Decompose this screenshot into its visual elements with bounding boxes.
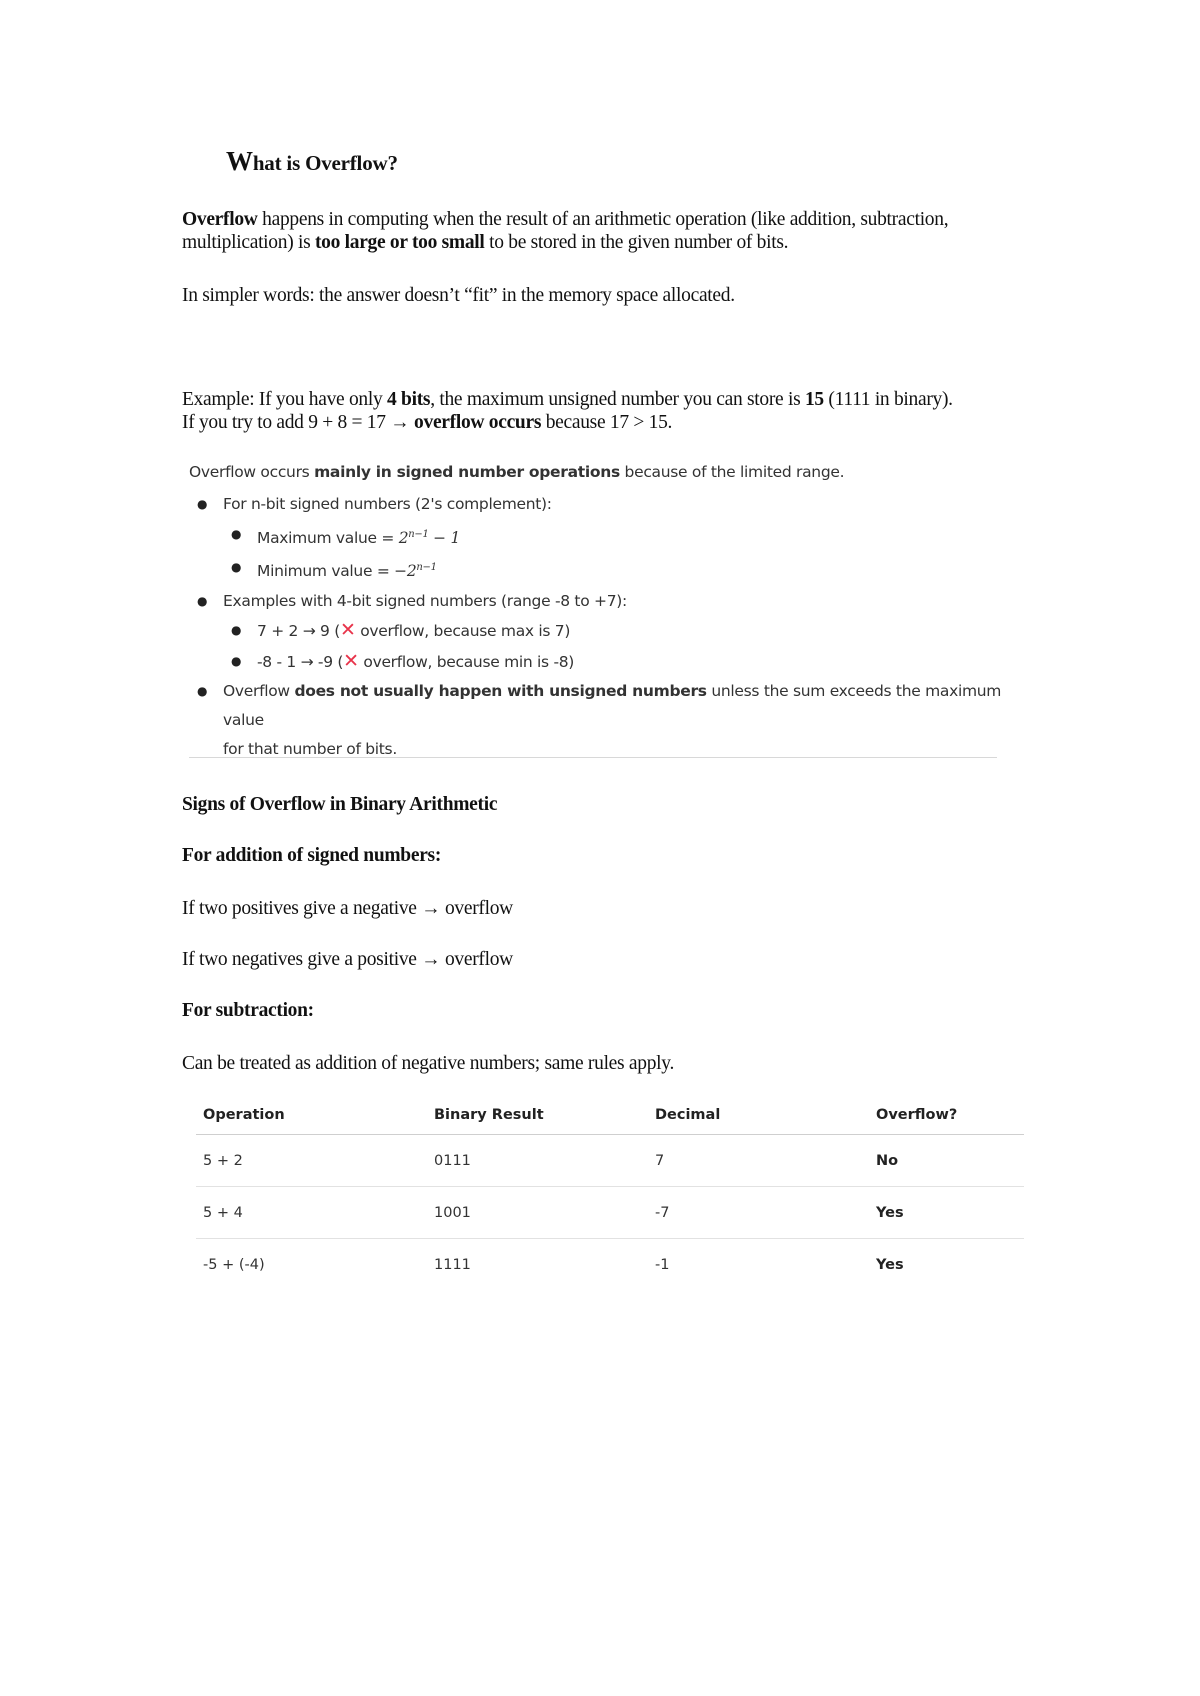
example1-tail: overflow, because max is 7) — [355, 622, 571, 641]
example-line2-bold: overflow occurs — [414, 412, 542, 433]
cell-decimal: 7 — [655, 1153, 665, 1169]
min-label: Minimum value = — [257, 562, 395, 581]
list-item — [223, 616, 1009, 647]
unsigned-line2: for that number of bits. — [223, 740, 397, 759]
list-item — [223, 520, 1009, 554]
examples-label: Examples with 4-bit signed numbers (range -8 to +7): — [223, 591, 627, 610]
signed-intro-1: Overflow occurs — [189, 463, 315, 481]
definition-text-2: to be stored in the given number of bits. — [484, 232, 789, 253]
signed-intro — [189, 460, 1009, 484]
bullet-icon: ● — [197, 684, 208, 699]
cell-overflow: Yes — [876, 1257, 904, 1273]
list-item — [189, 490, 1009, 587]
list-item — [223, 647, 1009, 678]
definition-paragraph — [182, 208, 1042, 254]
cell-overflow: No — [876, 1153, 899, 1169]
example2-tail: overflow, because min is -8) — [358, 652, 575, 671]
nbit-sublist — [223, 520, 1009, 587]
subtraction-text: Can be treated as addition of negative numbers; same rules apply. — [182, 1053, 675, 1074]
header-decimal: Decimal — [655, 1107, 721, 1123]
cell-operation: 5 + 2 — [203, 1153, 243, 1169]
example-paragraph — [182, 388, 1062, 434]
rule-positives: If two positives give a negative → overflow — [182, 898, 513, 919]
unsigned-lead: Overflow — [223, 682, 295, 701]
list-item — [189, 587, 1009, 678]
example1-lead: 7 + 2 → 9 ( — [257, 622, 340, 641]
title-rest: hat is Overflow? — [252, 151, 398, 175]
table-row — [196, 1135, 1024, 1187]
cell-binary: 0111 — [434, 1153, 471, 1169]
example-tail: (1111 in binary). — [823, 389, 953, 410]
divider — [189, 757, 997, 758]
unsigned-tail: unless the sum exceeds the maximum value — [223, 682, 1002, 730]
signs-heading: Signs of Overflow in Binary Arithmetic — [182, 794, 498, 815]
table-row — [196, 1239, 1024, 1290]
bullet-icon: ● — [231, 653, 242, 668]
definition-text-1: happens in computing when the result of an arithmetic operation (like addition, subtraction, multiplication) is — [182, 209, 949, 253]
title-first-letter: W — [226, 146, 253, 176]
min-formula: $-2^{n-1}$ — [394, 562, 437, 581]
signed-intro-2: because of the limited range. — [619, 463, 845, 481]
example-lead: Example: If you have only — [182, 389, 388, 410]
example-line2-tail: because 17 > 15. — [541, 412, 673, 433]
table-header-row — [196, 1096, 1024, 1135]
definition-emphasis: too large or too small — [314, 232, 485, 253]
page-title — [226, 146, 398, 177]
example-max: 15 — [804, 389, 824, 410]
list-item — [223, 553, 1009, 587]
cell-operation: -5 + (-4) — [203, 1257, 265, 1273]
example-bits: 4 bits — [387, 389, 431, 410]
cell-operation: 5 + 4 — [203, 1205, 243, 1221]
examples-sublist — [223, 616, 1009, 677]
cross-mark-icon: ✕ — [343, 649, 359, 672]
cell-binary: 1001 — [434, 1205, 471, 1221]
bullet-icon: ● — [197, 497, 208, 511]
bullet-icon: ● — [231, 526, 242, 541]
example-mid: , the maximum unsigned number you can store is — [430, 389, 805, 410]
max-label: Maximum value = — [257, 528, 399, 547]
bullet-icon: ● — [197, 593, 208, 608]
list-item — [189, 677, 1009, 764]
signed-list — [189, 490, 1009, 764]
nbit-label: For n-bit signed numbers (2's complement): — [223, 495, 552, 513]
cell-decimal: -1 — [655, 1257, 670, 1273]
signed-intro-bold: mainly in signed number operations — [314, 463, 620, 481]
signed-numbers-block — [189, 460, 1009, 764]
addition-heading: For addition of signed numbers: — [182, 845, 442, 866]
header-binary-result: Binary Result — [434, 1107, 544, 1123]
cross-mark-icon: ✕ — [339, 619, 356, 642]
subtraction-heading: For subtraction: — [182, 1000, 314, 1021]
cell-decimal: -7 — [655, 1205, 670, 1221]
overflow-table — [196, 1096, 1024, 1290]
header-overflow: Overflow? — [876, 1107, 958, 1123]
table-row — [196, 1187, 1024, 1239]
example-line2-lead: If you try to add 9 + 8 = 17 → — [182, 412, 415, 433]
header-operation: Operation — [203, 1107, 285, 1123]
unsigned-bold: does not usually happen with unsigned numbers — [294, 682, 707, 701]
rule-negatives: If two negatives give a positive → overflow — [182, 949, 513, 970]
max-formula: $2^{n-1} - 1$ — [398, 528, 461, 547]
example2-lead: -8 - 1 → -9 ( — [257, 652, 344, 671]
cell-binary: 1111 — [434, 1257, 471, 1273]
bullet-icon: ● — [231, 560, 242, 575]
bullet-icon: ● — [231, 623, 242, 638]
simpler-paragraph: In simpler words: the answer doesn’t “fit” in the memory space allocated. — [182, 285, 735, 306]
definition-term: Overflow — [182, 209, 258, 230]
cell-overflow: Yes — [876, 1205, 904, 1221]
